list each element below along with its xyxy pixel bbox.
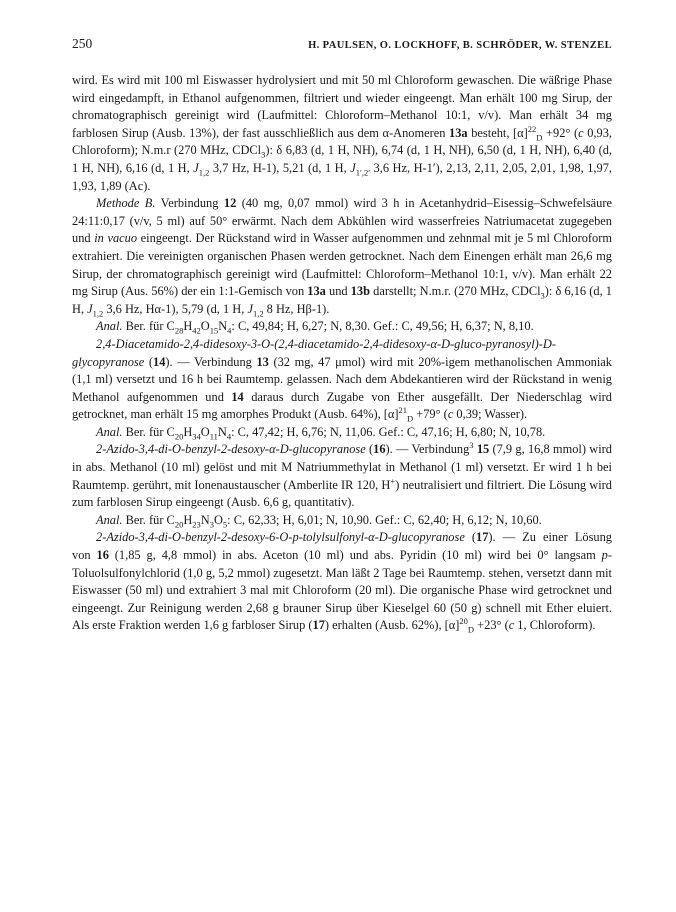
paragraph-1: wird. Es wird mit 100 ml Eiswasser hydrolysiert und mit 50 ml Chloroform gewaschen. Die wäßrige Phase wird eingedampft, in Ethanol aufgenommen, filtriert und wieder eingeengt. Man erhält 100 mg Sirup, der chromatographisch gereinigt wird (Laufmittel: Chloroform–Methanol 10:1, v/v). Man erhält 34 mg farblosen Sirup (Ausb. 13%), der fast ausschließlich aus dem α-Anomeren 13a besteht, $[\alpha]^{22}_D +92^\circ$ (c 0,93, Chloroform); N.m.r (270 MHz, CDCl$_3$): δ 6,83 (d, 1 H, NH), 6,74 (d, 1 H, NH), 6,50 (d, 1 H, NH), 6,40 (d, 1 H, NH), 6,16 (d, 1 H, $J_{1,2}$ 3,7 Hz, H-1), 5,21 (d, 1 H, $J_{1',2'}$ 3,6 Hz, H-1′), 2,13, 2,11, 2,05, 2,01, 1,98, 1,97, 1,93, 1,89 (Ac). <box>72 73 613 193</box>
document-page <box>72 36 612 635</box>
body-text <box>72 72 612 635</box>
paragraph-7: Anal. Ber. für $C_{20}H_{23}N_3O_5$: C, 62,33; H, 6,01; N, 10,90. Gef.: C, 62,40; H, 6,12; N, 10,60. <box>96 512 542 530</box>
paragraph-3: Anal. Ber. für $C_{28}H_{42}O_{15}N_4$: C, 49,84; H, 6,27; N, 8,30. Gef.: C, 49,56; H, 6,37; N, 8,10. <box>96 319 534 336</box>
page-number: 250 <box>72 36 93 51</box>
page-header <box>72 36 612 58</box>
paragraph-2: Methode B. Verbindung 12 (40 mg, 0,07 mmol) wird 3 h in Acetanhydrid–Eisessig–Schwefelsäure 24:11:0,17 (v/v, 5 ml) auf 50° erwärmt. Nach dem Abkühlen wird wasserfreies Natriumacetat zugegeben und in vacuo eingeengt. Der Rückstand wird in Wasser aufgenommen und zehnmal mit je 5 ml Chloroform extrahiert. Die vereinigten organischen Phasen werden getrocknet. Nach dem Einengen erhält man 26,6 mg Sirup, der chromatographisch gereinigt wird (Laufmittel: Chloroform–Methanol 10:1, v/v). Man erhält 22 mg Sirup (Aus. 56%) der ein 1:1-Gemisch von 13a und 13b darstellt; N.m.r. (270 MHz, CDCl$_3$): δ 6,16 (d, 1 H, $J_{1,2}$ 3,6 Hz, Hα-1), 5,79 (d, 1 H, $J_{1,2}$ 8 Hz, Hβ-1). <box>72 196 612 319</box>
paragraph-8: 2-Azido-3,4-di-O-benzyl-2-desoxy-6-O-p-tolylsulfonyl-α-D-glucopyranose (17). — Zu einer Lösung von 16 (1,85 g, 4,8 mmol) in abs. Aceton (10 ml) und abs. Pyridin (10 ml) wird bei 0° langsam p-Toluolsulfonylchlorid (1,0 g, 5,2 mmol) zugesetzt. Man läßt 2 Tage bei Raumtemp. stehen, versetzt dann mit Eiswasser (50 ml) und extrahiert 3 mal mit Chloroform (20 ml). Die organische Phase wird getrocknet und eingeengt. Zur Reinigung werden 2,68 g brauner Sirup über Kieselgel 60 (50 g) schnell mit Ether eluiert. Als erste Fraktion werden 1,6 g farbloser Sirup (17) erhalten (Ausb. 62%), $[\alpha]^{20}_D +23^\circ$ (c 1, Chloroform). <box>72 530 612 635</box>
paragraph-5: Anal. Ber. für $C_{20}H_{34}O_{11}N_4$: C, 47,42; H, 6,76; N, 11,06. Gef.: C, 47,16; H, 6,80; N, 10,78. <box>96 424 546 442</box>
paragraph-6: 2-Azido-3,4-di-O-benzyl-2-desoxy-α-D-glucopyranose (16). — Verbindung$^3$ 15 (7,9 g, 16,8 mmol) wird in abs. Methanol (10 ml) gelöst und mit M Natriummethylat in Methanol (1 ml) versetzt. Er wird 1 h bei Raumtemp. gerührt, mit Ionenaustauscher (Amberlite IR 120, H+) neutralisiert und filtriert. Die Lösung wird zum farblosen Sirup eingeengt (Ausb. 6,6 g, quantitativ). <box>72 440 612 510</box>
paragraph-4: 2,4-Diacetamido-2,4-didesoxy-3-O-(2,4-diacetamido-2,4-didesoxy-α-D-gluco-pyranosyl)-D-glycopyranose (14). — Verbindung 13 (32 mg, 47 μmol) wird mit 20%-igem methanolischen Ammoniak (1,1 ml) versetzt und 16 h bei Raumtemp. gelassen. Nach dem Abdekantieren wird der Rückstand in wenig Methanol aufgenommen und 14 daraus durch Zugabe von Ether ausgefällt. Der Niederschlag wird getrocknet, man erhält 15 mg amorphes Produkt (Ausb. 64%), $[\alpha]^{21}_D +79^\circ$ (c 0,39; Wasser). <box>72 336 612 424</box>
running-head: H. PAULSEN, O. LOCKHOFF, B. SCHRÖDER, W. STENZEL <box>308 40 612 51</box>
